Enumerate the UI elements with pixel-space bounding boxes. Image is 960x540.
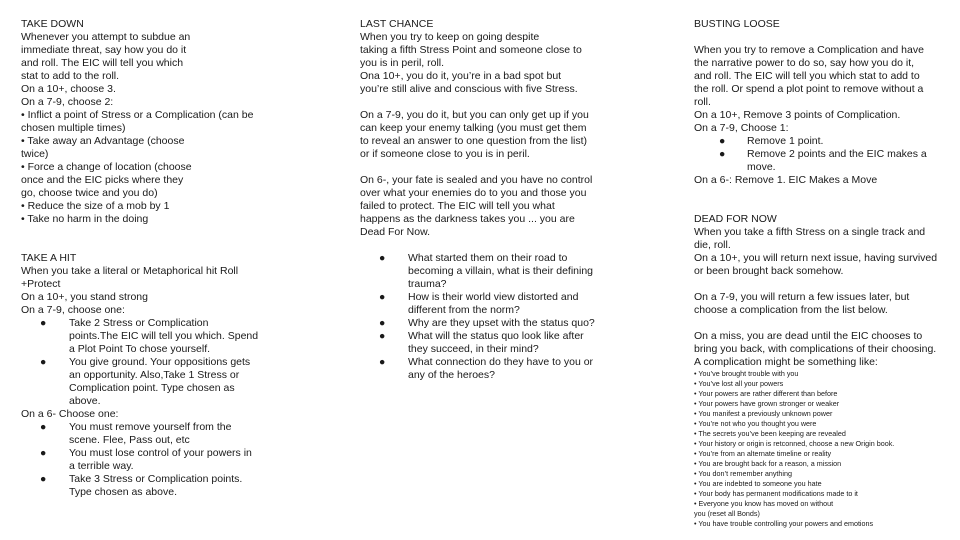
bullet-text-line: Take 2 Stress or Complication [69, 317, 209, 329]
paragraph-spacer [360, 239, 605, 252]
text-line: On a 7-9, you will return a few issues later, but [694, 291, 910, 303]
complication-item: • Your powers are rather different than before [694, 389, 838, 398]
text-line: When you try to remove a Complication and have [694, 44, 924, 56]
text-line: +Protect [21, 278, 61, 290]
text-line: On a miss, you are dead until the EIC chooses to [694, 330, 923, 342]
text-line: On a 6-: Remove 1. EIC Makes a Move [694, 174, 878, 186]
text-line: failed to protect. The EIC will tell you what [360, 200, 555, 212]
complication-item: • You’re not who you thought you were [694, 419, 817, 428]
paragraph-spacer [694, 187, 944, 213]
complication-item: • You manifest a previously unknown power [694, 409, 833, 418]
text-line: On a 7-9, you do it, but you can only get up if you [360, 109, 589, 121]
text-line: On a 10+, you stand strong [21, 291, 148, 303]
text-line: roll. [694, 96, 711, 108]
paragraph-spacer [694, 317, 944, 330]
text-line: On a 6- Choose one: [21, 408, 119, 420]
text-line: When you take a fifth Stress on a single track and [694, 226, 926, 238]
text-line: • Force a change of location (choose [21, 161, 192, 173]
text-line: chosen multiple times) [21, 122, 126, 134]
text-line: twice) [21, 148, 49, 160]
text-line: DEAD FOR NOW [694, 213, 777, 225]
text-line: taking a fifth Stress Point and someone close to [360, 44, 582, 56]
complication-item: • Your powers have grown stronger or weaker [694, 399, 840, 408]
column-busting-loose-dead-for-now [694, 18, 944, 529]
complication-item: • You don’t remember anything [694, 469, 793, 478]
bullet-text-line: points.The EIC will tell you which. Spend [69, 330, 259, 342]
complication-item: • You’ve lost all your powers [694, 379, 784, 388]
bullet-dot-icon: ● [379, 330, 386, 342]
bullet-text-line: You must remove yourself from the [69, 421, 232, 433]
bullet-text-line: What started them on their road to [408, 252, 568, 264]
complication-item: you (reset all Bonds) [694, 509, 760, 518]
text-line: or if someone close to you is in peril. [360, 148, 530, 160]
bullet-text-line: Complication point. Type chosen as [69, 382, 235, 394]
bullet-text-line: a Plot Point To chose yourself. [69, 343, 211, 355]
bullet-item [21, 356, 266, 408]
text-line: When you try to keep on going despite [360, 31, 540, 43]
bullet-text-line: move. [747, 161, 776, 173]
text-line: the narrative power to do so, say how you do it, [694, 57, 915, 69]
bullet-text-line: becoming a villain, what is their defining [408, 265, 594, 277]
bullet-text-line: How is their world view distorted and [408, 291, 579, 303]
text-line: On a 10+, Remove 3 points of Complication. [694, 109, 901, 121]
bullet-item [360, 356, 605, 382]
text-line: • Reduce the size of a mob by 1 [21, 200, 170, 212]
bullet-item [21, 447, 266, 473]
text-line: can keep your enemy talking (you must get them [360, 122, 587, 134]
complication-item: • Everyone you know has moved on without [694, 499, 834, 508]
bullet-text-line: You must lose control of your powers in [69, 447, 252, 459]
complication-item: • You are brought back for a reason, a mission [694, 459, 842, 468]
bullet-text-line: trauma? [408, 278, 447, 290]
bullet-item [360, 330, 605, 356]
column-take-down-take-a-hit [21, 18, 266, 499]
bullet-dot-icon: ● [40, 317, 47, 329]
paragraph-spacer [360, 96, 605, 109]
text-line: On a 10+, you will return next issue, having survived [694, 252, 938, 264]
bullet-text-line: What connection do they have to you or [408, 356, 594, 368]
text-line: On a 7-9, Choose 1: [694, 122, 789, 134]
bullet-item [360, 291, 605, 317]
text-line: bring you back, with complications of their choosing. [694, 343, 937, 355]
paragraph-spacer [360, 161, 605, 174]
text-line: • Take no harm in the doing [21, 213, 149, 225]
text-line: die, roll. [694, 239, 731, 251]
bullet-text-line: any of the heroes? [408, 369, 495, 381]
bullet-text-line: scene. Flee, Pass out, etc [69, 434, 190, 446]
bullet-dot-icon: ● [40, 473, 47, 485]
bullet-item [360, 317, 605, 330]
bullet-dot-icon: ● [40, 356, 47, 368]
text-line: to reveal an answer to one question from the list) [360, 135, 588, 147]
bullet-dot-icon: ● [379, 291, 386, 303]
bullet-text-line: a terrible way. [69, 460, 134, 472]
complication-item: • You are indebted to someone you hate [694, 479, 822, 488]
bullet-dot-icon: ● [379, 252, 386, 264]
bullet-text-line: different from the norm? [408, 304, 520, 316]
text-line: A complication might be something like: [694, 356, 878, 368]
text-line: choose a complication from the list below. [694, 304, 888, 316]
column-last-chance [360, 18, 605, 382]
text-line: TAKE DOWN [21, 18, 84, 30]
text-line: happens as the darkness takes you ... you are [360, 213, 575, 225]
paragraph-spacer [694, 278, 944, 291]
complication-item: • Your body has permanent modifications made to it [694, 489, 858, 498]
bullet-text-line: an opportunity. Also,Take 1 Stress or [69, 369, 240, 381]
bullet-item [360, 252, 605, 291]
text-line: immediate threat, say how you do it [21, 44, 187, 56]
bullet-text-line: What will the status quo look like after [408, 330, 584, 342]
bullet-text-line: Remove 2 points and the EIC makes a [747, 148, 927, 160]
text-line: BUSTING LOOSE [694, 18, 780, 30]
text-line: LAST CHANCE [360, 18, 434, 30]
text-line: Ona 10+, you do it, you’re in a bad spot but [360, 70, 562, 82]
bullet-dot-icon: ● [40, 421, 47, 433]
bullet-dot-icon: ● [719, 148, 726, 160]
text-line: and roll. The EIC will tell you which stat to add to [694, 70, 920, 82]
bullet-dot-icon: ● [379, 356, 386, 368]
text-line: Dead For Now. [360, 226, 431, 238]
complication-item: • You have trouble controlling your powers and emotions [694, 519, 874, 528]
bullet-item [21, 421, 266, 447]
bullet-text-line: above. [69, 395, 101, 407]
paragraph-spacer [694, 31, 944, 44]
text-line: go, choose twice and you do) [21, 187, 158, 199]
text-line: once and the EIC picks where they [21, 174, 184, 186]
text-line: On a 7-9, choose one: [21, 304, 125, 316]
bullet-dot-icon: ● [719, 135, 726, 147]
bullet-dot-icon: ● [40, 447, 47, 459]
text-line: stat to add to the roll. [21, 70, 120, 82]
bullet-item [21, 317, 266, 356]
text-line: or been brought back somehow. [694, 265, 844, 277]
text-line: and roll. The EIC will tell you which [21, 57, 184, 69]
bullet-text-line: Take 3 Stress or Complication points. [69, 473, 243, 485]
bullet-text-line: they succeed, in their mind? [408, 343, 539, 355]
bullet-text-line: You give ground. Your oppositions gets [69, 356, 251, 368]
bullet-text-line: Type chosen as above. [69, 486, 177, 498]
text-line: over what your enemies do to you and those you [360, 187, 587, 199]
complication-item: • You’re from an alternate timeline or reality [694, 449, 832, 458]
bullet-text-line: Why are they upset with the status quo? [408, 317, 595, 329]
text-line: you is in peril, roll. [360, 57, 445, 69]
bullet-dot-icon: ● [379, 317, 386, 329]
text-line: On a 7-9, choose 2: [21, 96, 114, 108]
bullet-text-line: Remove 1 point. [747, 135, 824, 147]
complication-item: • You’ve brought trouble with you [694, 369, 799, 378]
bullet-item [694, 148, 944, 174]
text-line: On a 10+, choose 3. [21, 83, 116, 95]
text-line: When you take a literal or Metaphorical hit Roll [21, 265, 239, 277]
text-line: • Inflict a point of Stress or a Complication (can be [21, 109, 254, 121]
bullet-item [21, 473, 266, 499]
text-line: Whenever you attempt to subdue an [21, 31, 191, 43]
text-line: TAKE A HIT [21, 252, 77, 264]
bullet-item [694, 135, 944, 148]
text-line: you’re still alive and conscious with five Stress. [360, 83, 578, 95]
text-line: the roll. Or spend a plot point to remove without a [694, 83, 924, 95]
complication-item: • Your history or origin is retconned, choose a new Origin book. [694, 439, 895, 448]
text-line: On 6-, your fate is sealed and you have no control [360, 174, 593, 186]
text-line: • Take away an Advantage (choose [21, 135, 185, 147]
paragraph-spacer [21, 226, 266, 252]
complication-item: • The secrets you’ve been keeping are revealed [694, 429, 846, 438]
